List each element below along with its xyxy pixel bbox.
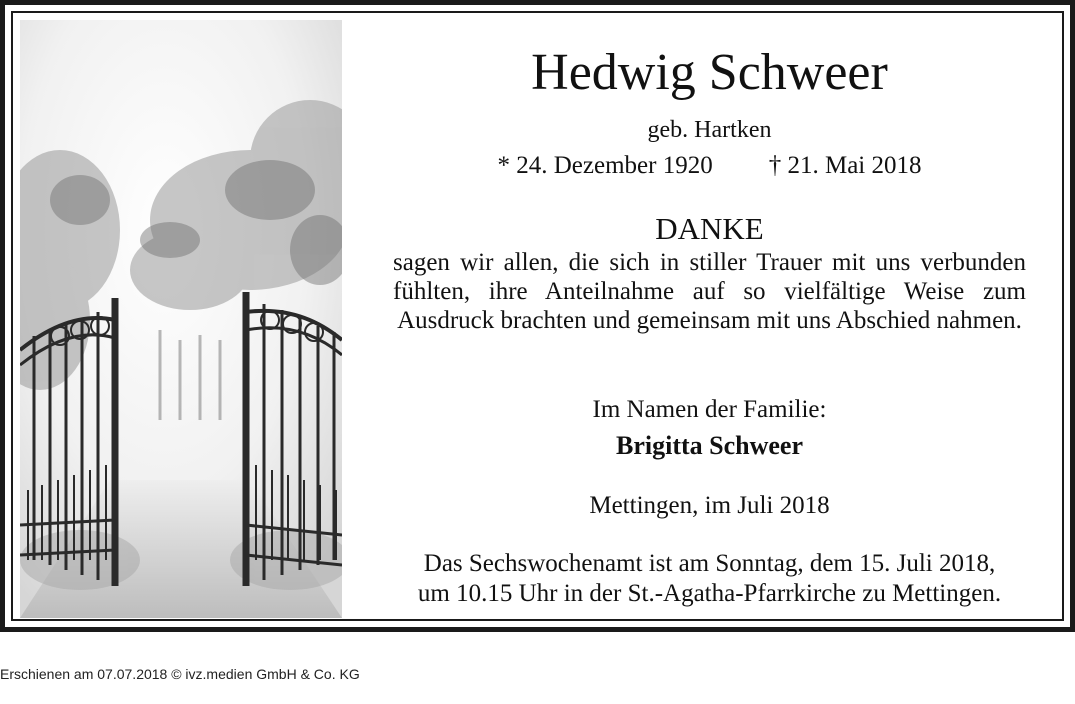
service-line-2: um 10.15 Uhr in der St.-Agatha-Pfarrkirche zu Mettingen.	[417, 580, 1002, 607]
death-date: † 21. Mai 2018	[768, 152, 922, 179]
thanks-heading: DANKE	[655, 211, 764, 246]
service-line-1: Das Sechswochenamt ist am Sonntag, dem 15. Juli 2018,	[423, 550, 996, 577]
notice-background	[5, 5, 1070, 627]
birth-date: * 24. Dezember 1920	[497, 152, 713, 179]
garden-gate-photo	[20, 20, 342, 618]
service-info	[393, 549, 1026, 609]
family-label: Im Namen der Familie:	[592, 396, 827, 423]
notice-text	[393, 13, 1026, 613]
gate-illustration	[20, 20, 342, 618]
birth-name: geb. Hartken	[647, 117, 772, 143]
deceased-name: Hedwig Schweer	[531, 44, 888, 101]
notice-frame	[11, 11, 1064, 621]
place-date: Mettingen, im Juli 2018	[589, 492, 830, 519]
publication-footer: Erschienen am 07.07.2018 © ivz.medien GmbH & Co. KG	[0, 666, 360, 682]
life-dates	[393, 151, 1026, 181]
signer-name: Brigitta Schweer	[615, 431, 803, 460]
thanks-paragraph: sagen wir allen, die sich in stiller Trauer mit uns verbunden fühlten, ihre Anteilnahme auf so vielfältige Weise zum Ausdruck brachten und gemeinsam mit uns Abschied nahmen.	[393, 249, 1026, 334]
